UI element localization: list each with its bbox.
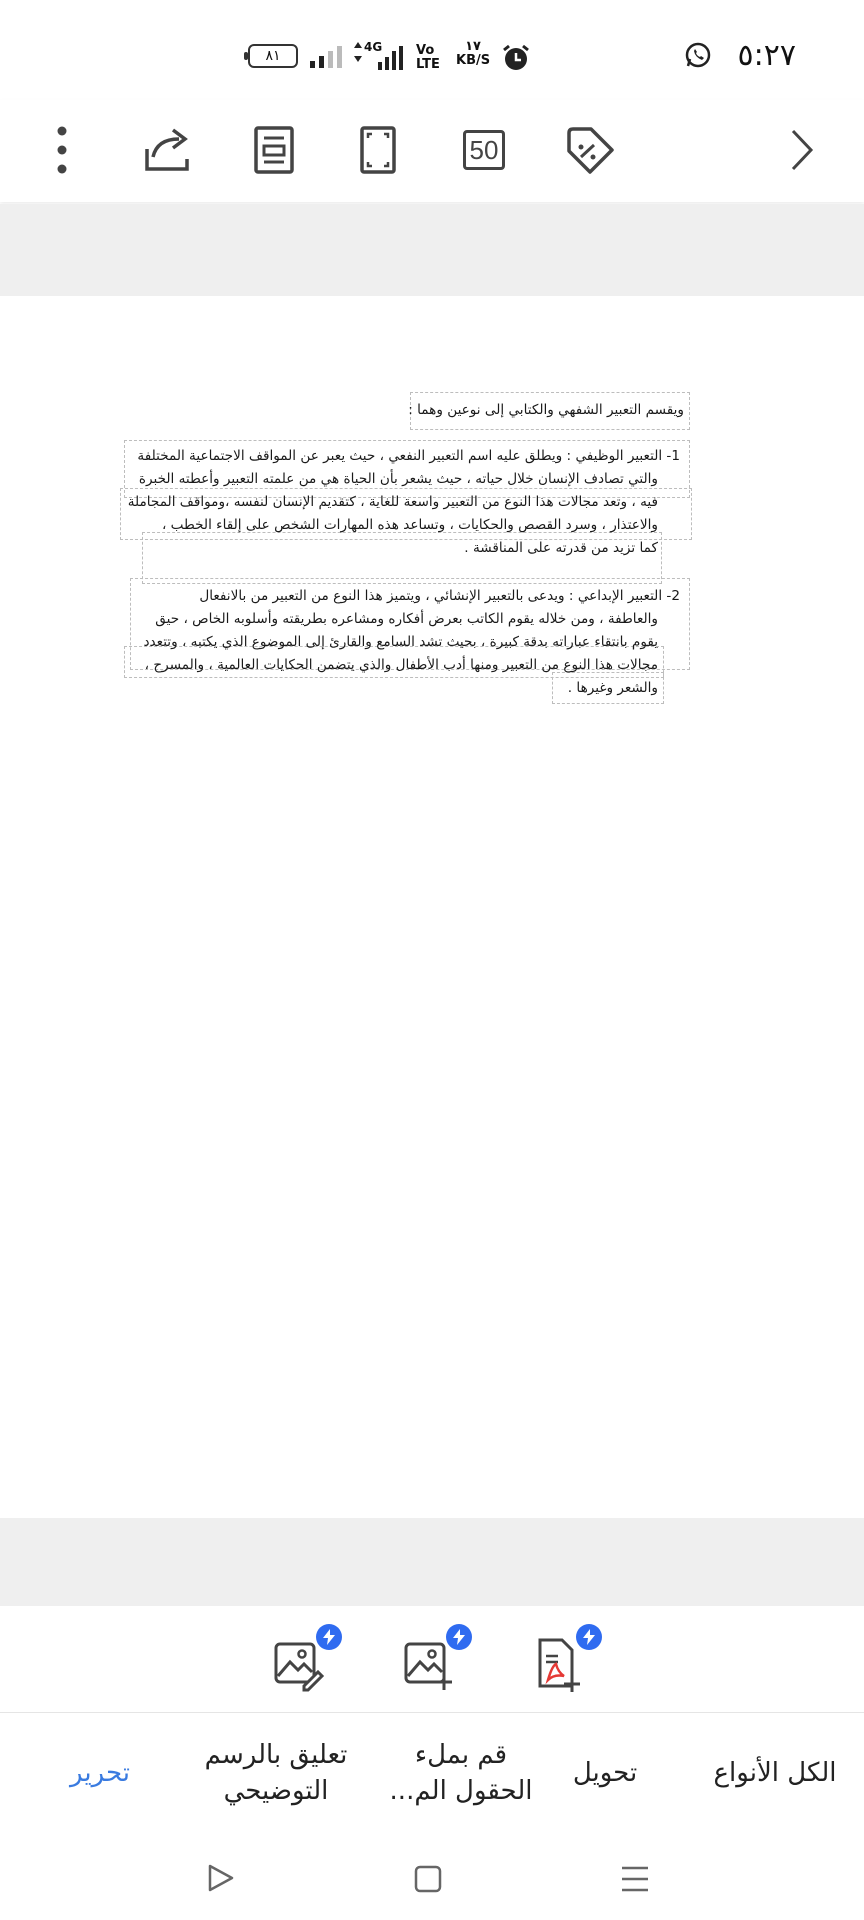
section1-line-2[interactable]: والتي تصادف الإنسان خلال حياته ، حيث يشعر بأن الحياة هي من علمته التعبير وأعطته الخبرة [138, 471, 658, 487]
signal-sim2-icon [308, 46, 342, 72]
viewer-background-top [0, 204, 864, 296]
next-button[interactable] [770, 118, 834, 182]
alarm-icon [500, 42, 532, 78]
reading-mode-button[interactable] [242, 118, 306, 182]
tab-annotate-drawing[interactable] [196, 1713, 356, 1833]
tab-fill-fields[interactable] [376, 1713, 546, 1833]
menu-lines-icon [620, 1865, 650, 1893]
section2-line-1[interactable]: 2- التعبير الإبداعي : ويدعى بالتعبير الإنشائي ، ويتميز هذا النوع من التعبير من بالانفعال [199, 588, 680, 604]
zoom-level-button[interactable] [452, 118, 516, 182]
reading-mode-icon [254, 126, 294, 174]
whatsapp-icon [683, 40, 713, 74]
viewer-background-bottom [0, 1518, 864, 1606]
section1-line-4[interactable]: والاعتذار ، وسرد القصص والحكايات ، وتساعد هذه المهارات الشخص على إلقاء الخطب ، [161, 517, 658, 533]
intro-text[interactable]: ويقسم التعبير الشفهي والكتابي إلى نوعين وهما : [408, 402, 684, 418]
home-button[interactable] [414, 1865, 442, 1897]
volte-bottom: LTE [416, 57, 440, 72]
network-speed [456, 40, 490, 68]
fullscreen-button[interactable] [346, 118, 410, 182]
zoom-level-icon: 50 [463, 130, 505, 170]
image-add-button[interactable] [398, 1634, 458, 1694]
navigation-bar [0, 1833, 864, 1920]
back-triangle-icon [206, 1863, 236, 1893]
data-arrows-icon [354, 42, 362, 66]
price-tag-icon [565, 125, 615, 175]
toolbar [0, 100, 864, 202]
pro-badge-icon [316, 1624, 342, 1650]
section2-line-5[interactable]: والشعر وغيرها . [567, 680, 658, 696]
signal-icon [378, 46, 404, 74]
volte-top: Vo [416, 43, 435, 58]
tab-bar [0, 1713, 864, 1833]
tab-fill-fields-line1: قم بملء [414, 1740, 508, 1770]
network-type: 4G [364, 40, 383, 54]
section2-line-4[interactable]: مجالات هذا النوع من التعبير ومنها أدب الأطفال والذي يتضمن الحكايات العالمية ، والمسرح ، [144, 657, 658, 673]
clock: ٥:٢٧ [737, 38, 796, 73]
tab-edit[interactable]: تحرير [70, 1758, 130, 1788]
section1-line-5[interactable]: كما تزيد من قدرته على المناقشة . [464, 540, 658, 556]
pdf-add-button[interactable] [528, 1634, 588, 1694]
fullscreen-icon [360, 126, 396, 174]
price-tag-button[interactable] [558, 118, 622, 182]
speed-value: ١٧ [465, 39, 481, 54]
volte-indicator [416, 44, 440, 72]
recents-button[interactable] [620, 1865, 650, 1897]
share-button[interactable] [136, 118, 200, 182]
image-edit-button[interactable] [268, 1634, 328, 1694]
tab-annotate-line1: تعليق بالرسم [204, 1740, 348, 1770]
next-chevron-icon [790, 128, 814, 172]
share-icon [143, 127, 193, 173]
home-square-icon [414, 1865, 442, 1893]
tab-fill-fields-line2: الحقول الم... [389, 1776, 533, 1806]
battery-indicator: ٨١ [248, 44, 298, 68]
pdf-page[interactable] [0, 296, 864, 1518]
tab-annotate-line2: التوضيحي [223, 1776, 329, 1806]
tab-all-types[interactable]: الكل الأنواع [713, 1758, 837, 1788]
pro-badge-icon [446, 1624, 472, 1650]
section2-line-3[interactable]: يقوم بانتقاء عباراته بدقة كبيرة ، بحيث تشد السامع والقارئ إلى الموضوع الذي يكتبه ، وتتعدد [143, 634, 658, 650]
pro-badge-icon [576, 1624, 602, 1650]
section2-line-2[interactable]: والعاطفة ، ومن خلاله يقوم الكاتب بعرض أفكاره ومشاعره بطريقته وأسلوبه الخاص ، حيق [155, 611, 658, 627]
tab-convert[interactable]: تحويل [572, 1758, 638, 1788]
more-options-button[interactable] [30, 118, 94, 182]
tool-strip [0, 1606, 864, 1712]
section1-line-3[interactable]: فيه ، وتعد مجالات هذا النوع من التعبير واسعة للغاية ، كتقديم الإنسان لنفسه ،ومواقف المجاملة [127, 494, 658, 510]
more-options-icon [56, 125, 68, 175]
speed-unit: KB/S [456, 53, 491, 68]
status-bar [0, 0, 864, 100]
section1-line-1[interactable]: 1- التعبير الوظيفي : ويطلق عليه اسم التعبير النفعي ، حيث يعبر عن المواقف الاجتماعية المختلفة [137, 448, 680, 464]
back-button[interactable] [206, 1863, 236, 1897]
